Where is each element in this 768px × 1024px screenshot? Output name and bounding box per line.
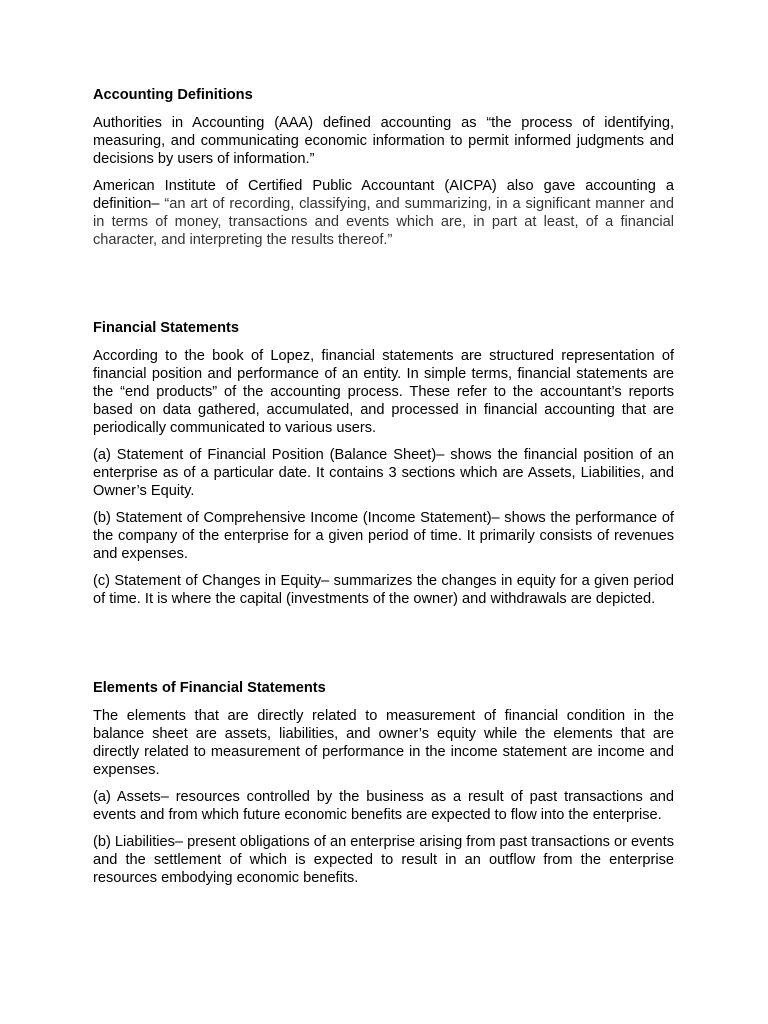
document-page bbox=[93, 86, 674, 896]
paragraph: According to the book of Lopez, financial statements are structured representation of financial position and performance of an entity. In simple terms, financial statements are the “end products” of the accounting process. These refer to the accountant’s reports based on data gathered, accumulated, and processed in financial accounting that are periodically communicated to various users. bbox=[93, 348, 674, 436]
section-accounting-definitions bbox=[93, 86, 674, 249]
paragraph: (a) Assets– resources controlled by the business as a result of past transactions and events and from which future economic benefits are expected to flow into the enterprise. bbox=[93, 789, 674, 823]
paragraph: (a) Statement of Financial Position (Balance Sheet)– shows the financial position of an enterprise as of a particular date. It contains 3 sections which are Assets, Liabilities, and Owner’s Equity. bbox=[93, 447, 674, 499]
section-financial-statements bbox=[93, 319, 674, 608]
paragraph: The elements that are directly related to measurement of financial condition in the balance sheet are assets, liabilities, and owner’s equity while the elements that are directly related to measurement of performance in the income statement are income and expenses. bbox=[93, 708, 674, 778]
paragraph: Authorities in Accounting (AAA) defined accounting as “the process of identifying, measuring, and communicating economic information to permit informed judgments and decisions by users of information.” bbox=[93, 115, 674, 167]
paragraph-lead: American Institute of Certified Public Accountant (AICPA) also gave accounting a definition– bbox=[93, 178, 674, 212]
paragraph-aicpa bbox=[93, 177, 674, 249]
section-heading: Financial Statements bbox=[93, 320, 239, 336]
paragraph: (c) Statement of Changes in Equity– summarizes the changes in equity for a given period of time. It is where the capital (investments of the owner) and withdrawals are depicted. bbox=[93, 573, 674, 607]
section-elements-of-financial-statements bbox=[93, 679, 674, 887]
paragraph: (b) Statement of Comprehensive Income (Income Statement)– shows the performance of the company of the enterprise for a given period of time. It primarily consists of revenues and expenses. bbox=[93, 510, 674, 562]
aicpa-quote: “an art of recording, classifying, and summarizing, in a significant manner and in terms of money, transactions and events which are, in part at least, of a financial character, and interpreting the results thereof.” bbox=[93, 196, 674, 248]
section-heading: Accounting Definitions bbox=[93, 87, 253, 103]
paragraph: (b) Liabilities– present obligations of an enterprise arising from past transactions or events and the settlement of which is expected to result in an outflow from the enterprise resources embodying economic benefits. bbox=[93, 834, 674, 886]
section-heading: Elements of Financial Statements bbox=[93, 680, 326, 696]
